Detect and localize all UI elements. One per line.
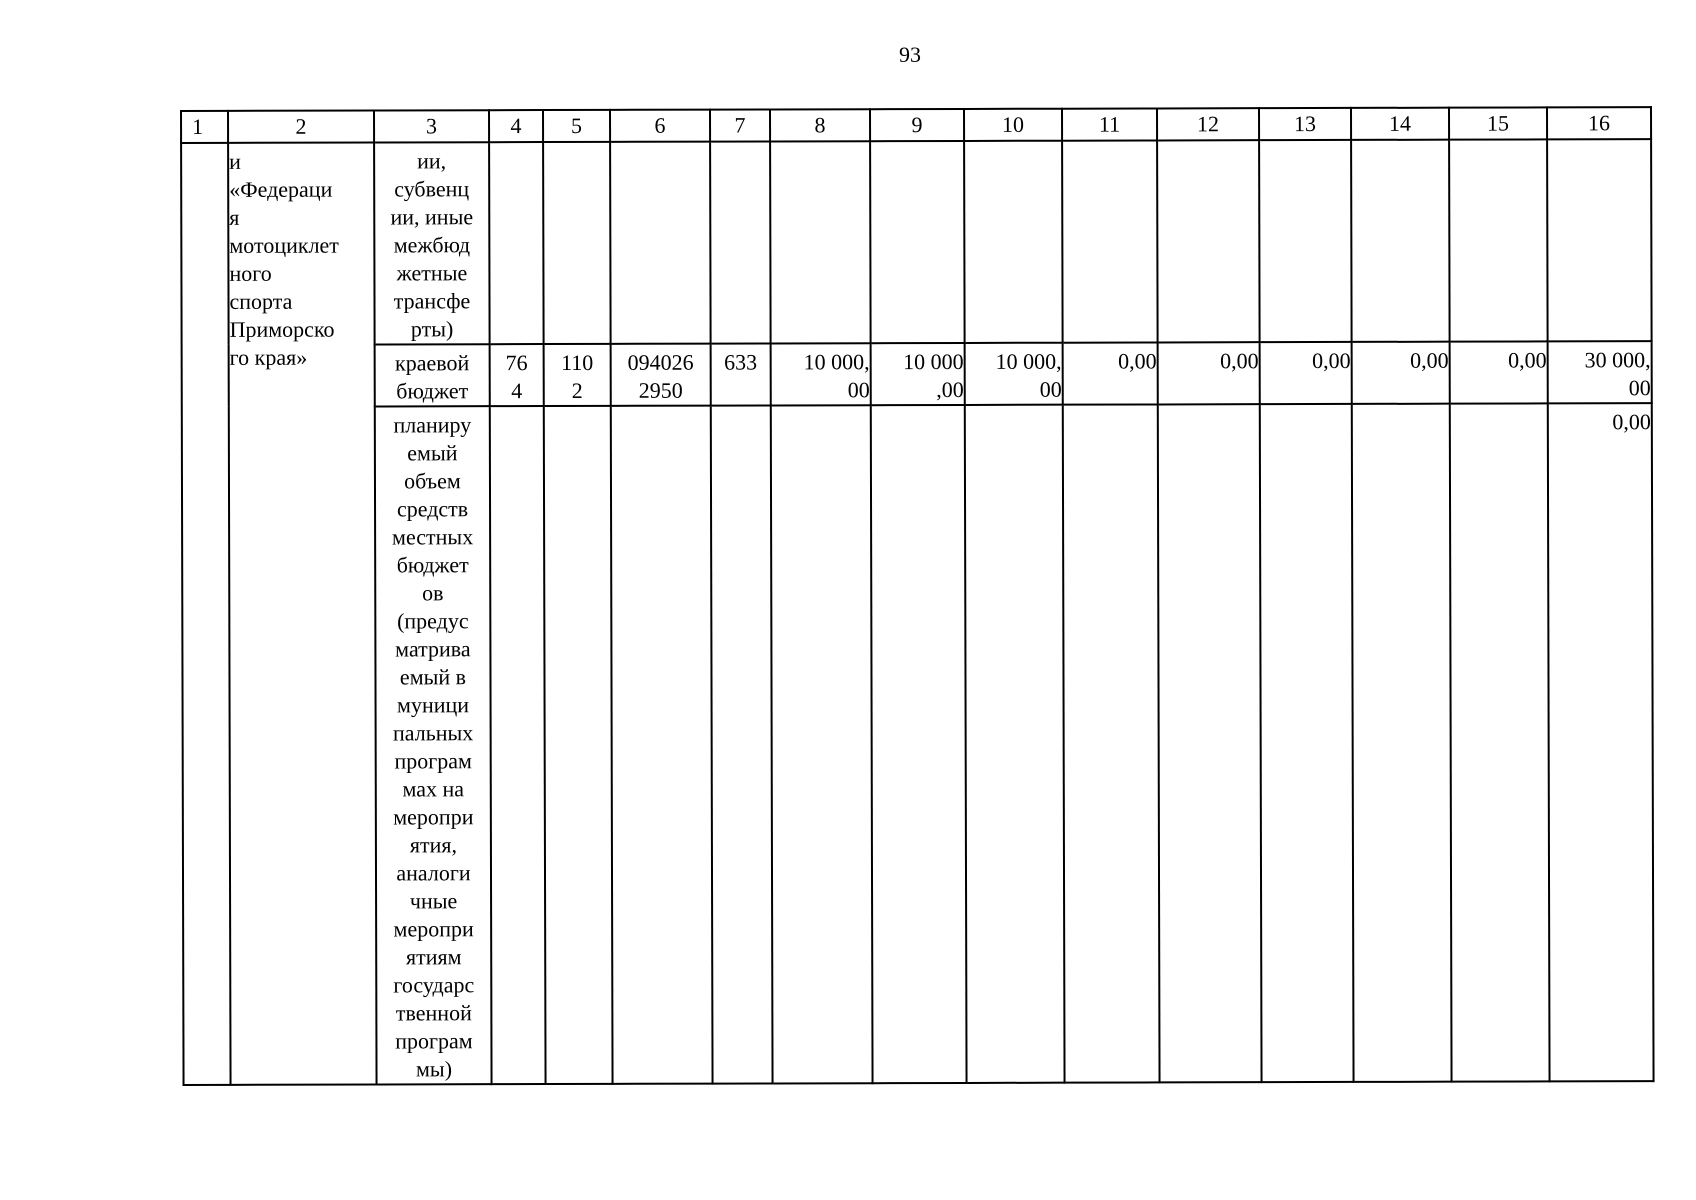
cell-empty (1352, 404, 1452, 1082)
cell-empty (1260, 404, 1354, 1082)
cell-empty (181, 143, 230, 1085)
column-number: 10 (964, 109, 1062, 141)
cell-empty (489, 142, 544, 344)
amount-text: 0,00 (1118, 348, 1157, 374)
total-text: 0,00 (1612, 409, 1651, 435)
column-number: 16 (1547, 107, 1651, 139)
column-number: 2 (228, 110, 374, 142)
column-number: 4 (489, 110, 543, 142)
cell-empty (1062, 140, 1158, 342)
cell-source-continuation (374, 142, 490, 344)
cell-total (1548, 341, 1652, 403)
cell-amount (1352, 342, 1450, 404)
cell-empty (1259, 140, 1352, 342)
cell-empty (965, 405, 1065, 1083)
cell-grbs-code (490, 344, 544, 406)
amount-text: 10 000 ,00 (903, 348, 964, 403)
cell-amount (1063, 342, 1158, 404)
column-number: 7 (710, 109, 770, 141)
cell-empty (871, 405, 967, 1083)
cell-target-code (611, 344, 711, 406)
column-number: 15 (1449, 107, 1547, 139)
cell-empty (870, 141, 965, 343)
cell-amount (771, 343, 871, 405)
column-number: 12 (1157, 108, 1259, 140)
cell-empty (770, 141, 871, 343)
cell-empty (710, 141, 771, 343)
amount-text: 10 000, 00 (995, 348, 1062, 402)
column-number: 5 (543, 110, 610, 142)
cell-empty (543, 142, 611, 344)
column-number: 8 (770, 109, 870, 141)
amount-text: 0,00 (1220, 348, 1259, 374)
amount-text: 10 000, 00 (803, 349, 870, 403)
budget-source-text: краевой бюджет (395, 350, 470, 404)
column-number: 11 (1062, 108, 1157, 140)
cell-empty (1450, 403, 1550, 1081)
cell-amount (871, 343, 965, 405)
source-continuation-text: ии, субвенц ии, иные межбюд жетные трансфе рты) (390, 148, 474, 342)
amount-text: 0,00 (1410, 347, 1449, 373)
amount-text: 0,00 (1508, 347, 1547, 373)
cell-empty (1157, 140, 1260, 342)
cell-event-name (228, 142, 376, 1084)
cell-empty (1547, 139, 1652, 341)
cell-empty (544, 406, 613, 1084)
total-text: 30 000, 00 (1584, 347, 1651, 401)
cell-empty (711, 405, 773, 1083)
cell-empty (610, 142, 711, 344)
cell-empty (1351, 140, 1450, 342)
column-number: 6 (610, 110, 710, 142)
cell-empty (1449, 139, 1548, 341)
cell-empty (1063, 404, 1160, 1082)
cell-total (1548, 403, 1654, 1081)
column-number: 13 (1259, 108, 1351, 140)
target-code-text: 094026 2950 (627, 349, 694, 403)
local-budget-source-text: планиру емый объем средств местных бюджет ов (предус матрива емый в муници пальных програм мах на меропри ятия, аналоги чные меропри ятиям государс твенной програм мы) (391, 412, 475, 1082)
column-number: 3 (374, 110, 489, 142)
cell-empty (1158, 404, 1262, 1082)
cell-empty (964, 141, 1063, 343)
event-name-text: и «Федераци я мотоциклет ного спорта Приморско го края» (229, 148, 339, 370)
column-number-row (181, 107, 1651, 143)
table-row (182, 403, 1654, 1085)
cell-expense-type (711, 343, 771, 405)
cell-amount (965, 343, 1063, 405)
page-number: 93 (899, 42, 921, 67)
amount-text: 0,00 (1312, 347, 1351, 374)
cell-empty (490, 406, 546, 1084)
cell-local-budget-source (375, 406, 492, 1084)
section-code-text: 110 2 (561, 349, 594, 403)
cell-amount (1260, 342, 1352, 404)
cell-empty (771, 405, 873, 1083)
column-number: 9 (870, 109, 964, 141)
table-row (181, 139, 1652, 345)
cell-empty (611, 406, 713, 1084)
cell-budget-source (375, 344, 490, 406)
column-number: 14 (1351, 108, 1449, 140)
cell-amount (1450, 341, 1548, 403)
column-number: 1 (181, 111, 228, 143)
cell-section-code (544, 344, 611, 406)
expense-type-text: 633 (724, 349, 758, 375)
budget-table (180, 106, 1655, 1086)
grbs-code-text: 76 4 (505, 350, 528, 404)
table-row (182, 341, 1652, 407)
cell-amount (1158, 342, 1260, 404)
